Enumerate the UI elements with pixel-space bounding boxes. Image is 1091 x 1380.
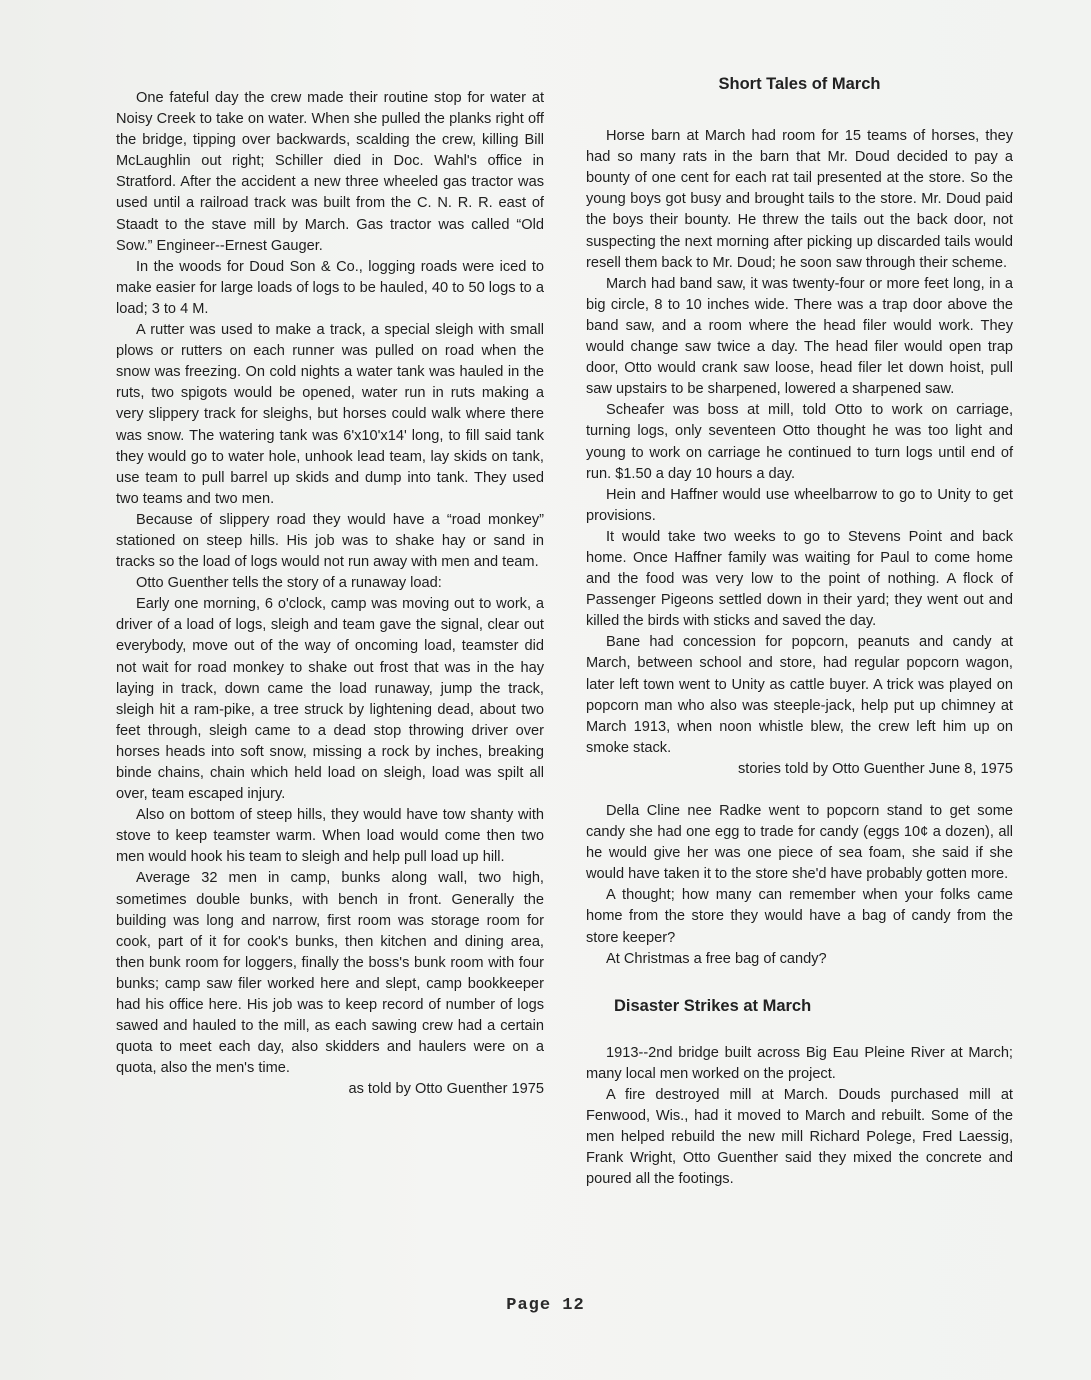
right-paragraph-7: Della Cline nee Radke went to popcorn stand to get some candy she had one egg to trade for candy (eggs 10¢ a dozen), all he would give her was one piece of sea foam, she said if she would have taken it to the store she'd have probably gotten more.: [586, 803, 1013, 883]
left-credit: as told by Otto Guenther 1975: [348, 1081, 544, 1098]
left-column: [116, 88, 544, 1101]
left-paragraph-4: Because of slippery road they would have a “road monkey” stationed on steep hills. His job was to shake hay or sand in tracks so the load of logs would not run away with men and team.: [116, 511, 544, 571]
right-paragraph-10: 1913--2nd bridge built across Big Eau Pleine River at March; many local men worked on the project.: [586, 1044, 1013, 1082]
section-gap: [586, 780, 1013, 801]
right-paragraph-1: Horse barn at March had room for 15 teams of horses, they had so many rats in the barn that Mr. Doud decided to pay a bounty of one cent for each rat tail presented at the store. So the young boys got busy and brought tails to the store. Mr. Doud paid the boys their bounty. He threw the tails out the back door, not suspecting the next morning after picking up discarded tails would resell them back to Mr. Doud; he soon saw through their scheme.: [586, 128, 1013, 271]
right-column: [586, 74, 1013, 1191]
right-paragraph-2: March had band saw, it was twenty-four or more feet long, in a big circle, 8 to 10 inches wide. There was a trap door above the band saw, and a room where the head filer would work. They would change saw twice a day. The head filer would open trap door, Otto would crank saw loose, head filer let down hoist, pull saw upstairs to be sharpened, lowered a sharpened saw.: [586, 275, 1013, 398]
left-paragraph-1: One fateful day the crew made their routine stop for water at Noisy Creek to take on water. When she pulled the planks right off the bridge, tipping over backwards, scalding the crew, killing Bill McLaughlin out right; Schiller died in Doc. Wahl's office in Stratford. After the accident a new three wheeled gas tractor was used until a railroad track was built from the C. N. R. R. east of Staadt to the stave mill by March. Gas tractor was called “Old Sow.” Engineer--Ernest Gauger.: [116, 90, 544, 254]
right-paragraph-9: At Christmas a free bag of candy?: [606, 950, 827, 967]
left-paragraph-7: Also on bottom of steep hills, they would have tow shanty with stove to keep teamster warm. When load would come then two men would hook his team to sleigh and help pull load up hill.: [116, 807, 544, 866]
right-credit: stories told by Otto Guenther June 8, 1975: [737, 760, 1013, 777]
right-paragraph-4: Hein and Haffner would use wheelbarrow to go to Unity to get provisions.: [586, 486, 1013, 524]
right-paragraph-11: A fire destroyed mill at March. Douds purchased mill at Fenwood, Wis., had it moved to March and rebuilt. Some of the men helped rebuild the new mill Richard Polege, Fred Laessig, Frank Wright, Otto Guenther said they mixed the concrete and poured all the footings.: [586, 1087, 1013, 1188]
page-number: Page 12: [506, 1296, 585, 1315]
left-paragraph-8: Average 32 men in camp, bunks along wall, two high, sometimes double bunks, with bench in front. Generally the building was long and narrow, first room was storage room for cook, part of it for cook's bunks, then kitchen and dining area, then bunk room for loggers, finally the boss's bunk room with four bunks; camp saw filer worked here and slept, camp bookkeeper had his office here. His job was to keep record of number of logs sawed and hauled to the mill, as each sawing crew had a certain quota to meet each day, also skidders and haulers were on a quota, also the men's time.: [116, 870, 544, 1077]
heading-disaster-strikes: Disaster Strikes at March: [614, 996, 812, 1015]
left-paragraph-6: Early one morning, 6 o'clock, camp was moving out to work, a driver of a load of logs, sleigh and team gave the signal, clear out everybody, move out of the way of oncoming load, teamster did not wait for road monkey to shake out frost that was in the hay laying in track, down came the load runaway, jump the track, sleigh hit a ram-pike, a tree struck by lightening dead, about two feet through, sleigh came to a dead stop throwing driver over horses heads into soft snow, missing a rock by inches, breaking binde chains, chain which held load on sleigh, load was spilt all over, team escaped injury.: [116, 596, 544, 803]
right-paragraph-8: A thought; how many can remember when your folks came home from the store they would have a bag of candy from the store keeper?: [586, 887, 1013, 946]
heading-short-tales: Short Tales of March: [718, 75, 881, 93]
left-paragraph-3: A rutter was used to make a track, a special sleigh with small plows or rutters on each runner was pulled on road when the snow was freezing. On cold nights a water tank was hauled in the ruts, two spigots would be opened, water run in ruts making a very slippery track for sleighs, but horses could walk where there was snow. The watering tank was 6'x10'x14' long, to fill said tank they would go to water hole, unhook lead team, lay skids on tank, use team to pull barrel up skids and dump into tank. They used two teams and two men.: [116, 322, 544, 507]
right-paragraph-5: It would take two weeks to go to Stevens Point and back home. Once Haffner family was waiting for Paul to come home and the food was very low to the point of nothing. A flock of Passenger Pigeons settled down in their yard; they went out and killed the birds with sticks and saved the day.: [586, 528, 1013, 630]
right-paragraph-6: Bane had concession for popcorn, peanuts and candy at March, between school and store, had regular popcorn wagon, later left town went to Unity as cattle buyer. A trick was played on popcorn man who also was steeple-jack, help put up chimney at March 1913, when noon whistle blew, the crew left him up on smoke stack.: [586, 634, 1013, 756]
left-paragraph-2: In the woods for Doud Son & Co., logging roads were iced to make easier for large loads of logs to be hauled, 40 to 50 logs to a load; 3 to 4 M.: [116, 258, 544, 317]
left-paragraph-5: Otto Guenther tells the story of a runaway load:: [136, 575, 442, 592]
right-paragraph-3: Scheafer was boss at mill, told Otto to work on carriage, turning logs, only seventeen Otto thought he was too light and young to work on carriage he continued to turn logs until end of run. $1.50 a day 10 hours a day.: [586, 402, 1013, 482]
